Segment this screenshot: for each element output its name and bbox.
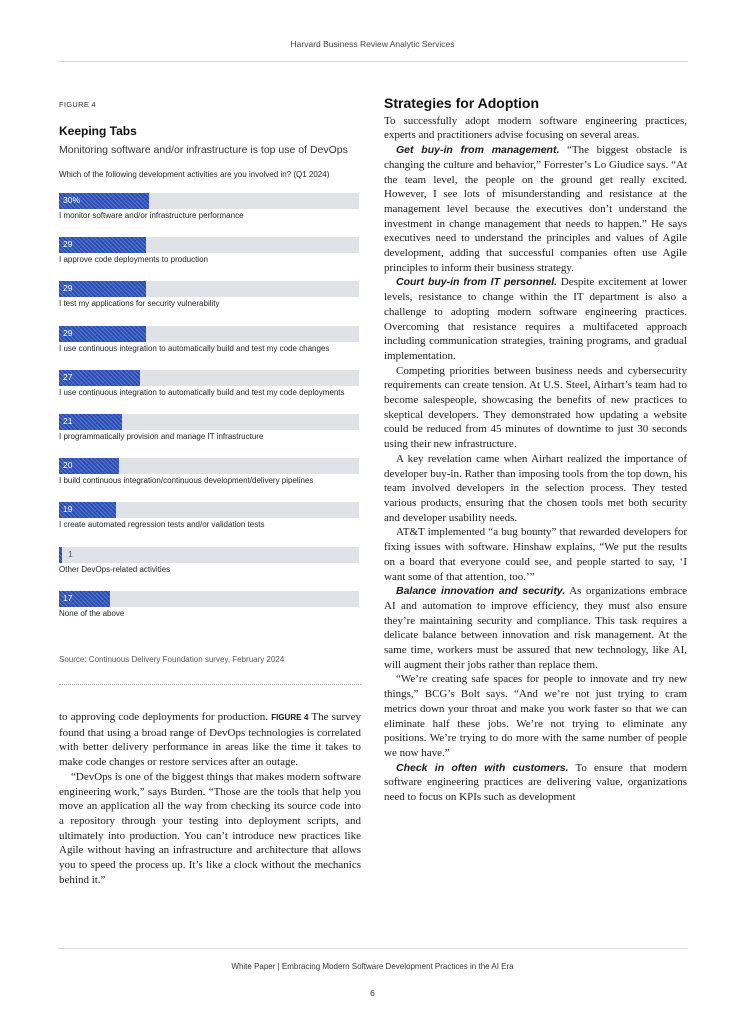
bar-chart <box>59 193 361 623</box>
bar-track <box>59 458 359 474</box>
paragraph <box>59 710 361 770</box>
bar-value-label: 1 <box>68 548 73 559</box>
footer-text: White Paper | Embracing Modern Software Development Practices in the AI Era <box>231 962 514 971</box>
bar-category-label: I build continuous integration/continuous development/delivery pipelines <box>59 476 314 486</box>
bar-value-label: 19 <box>63 504 73 515</box>
bar-track <box>59 281 359 297</box>
bar-row <box>59 193 361 229</box>
paragraph: A key revelation came when Airhart realized the importance of developer buy-in. Rather than imposing tools from the top down, his team involved developers in the selection process. They tested various products, ensuring that the chosen tools met both security and developer usability needs. <box>384 452 687 524</box>
paragraph <box>384 584 687 672</box>
paragraph-text: The survey found that using a broad range of DevOps technologies is correlated with better delivery performance in areas like the time it takes to make code changes or restore services after an outage. <box>59 711 361 769</box>
left-column-text <box>59 710 361 887</box>
paragraph-text: to approving code deployments for production. <box>59 711 269 723</box>
header-rule <box>58 61 688 62</box>
figure-title: Keeping Tabs <box>59 124 137 138</box>
bar-value-label: 29 <box>63 283 73 294</box>
bar-track <box>59 547 359 563</box>
bar-track <box>59 370 359 386</box>
bar-category-label: I monitor software and/or infrastructure performance <box>59 211 244 220</box>
paragraph <box>384 143 687 275</box>
bar-value-label: 30% <box>63 195 81 205</box>
paragraph: Competing priorities between business needs and cybersecurity requirements can create tension. At U.S. Steel, Airhart’s team had to become salespeople, showcasing the benefits of new practices to skeptical developers. They demonstrated how updating a website could be reduced from 45 minutes of downtime to just 30 seconds using their new infrastructure. <box>384 364 687 451</box>
figure-subtitle: Monitoring software and/or infrastructure is top use of DevOps <box>59 144 348 156</box>
lead-in: Court buy-in from IT personnel. <box>396 276 558 289</box>
paragraph <box>384 761 687 805</box>
bar-track <box>59 591 359 607</box>
bar-category-label: Other DevOps-related activities <box>59 564 171 574</box>
bar-track <box>59 193 359 209</box>
lead-in: Balance innovation and security. <box>396 585 566 598</box>
paragraph: AT&T implemented “a bug bounty” that rewarded developers for fixing issues with software. Hinshaw explains, “We put the results on a board that everyone could see, and people started to say, ‘I want some of that attention, too.’” <box>384 526 687 583</box>
bar-track <box>59 414 359 430</box>
bar-value-label: 21 <box>63 416 73 426</box>
bar-row <box>59 370 361 406</box>
bar-category-label: None of the above <box>59 608 125 618</box>
right-column-text <box>384 96 687 805</box>
bar-category-label: I programmatically provision and manage IT infrastructure <box>59 432 264 441</box>
paragraph-text: As organizations embrace AI and automation to improve efficiency, they must also ensure they’re maintaining security and compliance. This task requires a delicate balance between innovation and risk management. At the same time, workers must be assured that new technology, like AI, will augment their jobs rather than replace them. <box>384 585 687 671</box>
bar-row <box>59 591 361 627</box>
bar-row <box>59 281 361 317</box>
publication-header: Harvard Business Review Analytic Services <box>290 39 455 49</box>
bar-value-label: 27 <box>63 371 73 382</box>
lead-in: Check in often with customers. <box>396 761 569 774</box>
bar-value-label: 17 <box>63 592 73 603</box>
figure-label: FIGURE 4 <box>59 100 96 109</box>
bar-row <box>59 502 361 538</box>
bar-category-label: I use continuous integration to automatically build and test my code changes <box>59 343 330 353</box>
figure-4 <box>59 100 361 623</box>
bar-category-label: I use continuous integration to automatically build and test my code deployments <box>59 387 345 397</box>
bar-value-label: 29 <box>63 327 73 338</box>
figure-divider <box>59 684 361 685</box>
bar-category-label: I create automated regression tests and/or validation tests <box>59 520 265 530</box>
section-heading: Strategies for Adoption <box>384 95 540 111</box>
figure-source: Source: Continuous Delivery Foundation survey, February 2024 <box>59 655 285 664</box>
bar-category-label: I approve code deployments to production <box>59 255 208 265</box>
paragraph-text: “The biggest obstacle is changing the culture and behavior,” Forrester’s Lo Giudice says. “At the team level, the people on the ground get really excited. However, I see lots of misunderstanding and resistance at the management level because the executives don’t understand the investment in change management that needs to happen.” He says executives need to understand the principles and values of Agile development, adding that successful companies often use Agile principles to inform their business strategy. <box>384 144 687 274</box>
bar-row <box>59 237 361 273</box>
footer-rule <box>58 948 688 949</box>
paragraph <box>384 275 687 363</box>
page-number: 6 <box>370 988 375 998</box>
bar-track <box>59 237 359 253</box>
bar-category-label: I test my applications for security vulnerability <box>59 299 220 309</box>
paragraph-text: To ensure that modern software engineering practices are delivering value, organizations need to focus on KPIs such as development <box>384 761 687 804</box>
bar-track <box>59 502 359 518</box>
bar-track <box>59 326 359 342</box>
paragraph: “We’re creating safe spaces for people to innovate and try new things,” BCG’s Bolt says. “And we’re not just trying to cram metrics down your throat and make you work faster so that we can eliminate half these jobs. We’re not trying to eliminate any positions. We’re trying to do more with the same number of people we now have.” <box>384 673 687 759</box>
bar-value-label: 20 <box>63 460 73 471</box>
bar-row <box>59 326 361 362</box>
bar <box>59 547 62 563</box>
paragraph: “DevOps is one of the biggest things that makes modern software engineering work,” says Burden. “Those are the tools that help you move an application all the way from checking its source code into a repository through your testing into deployment scripts, and ultimately into production. You can’t introduce new practices like Agile without having an infrastructure and architecture that allows you to speed the process up. It’s like a clock without the mechanics behind it.” <box>59 770 361 886</box>
figure-reference: FIGURE 4 <box>271 713 309 722</box>
figure-question: Which of the following development activities are you involved in? (Q1 2024) <box>59 170 330 179</box>
paragraph: To successfully adopt modern software engineering practices, experts and practitioners advise focusing on several areas. <box>384 114 687 142</box>
bar-row <box>59 458 361 494</box>
bar-value-label: 29 <box>63 239 73 250</box>
bar-row <box>59 547 361 583</box>
paragraph-text: Despite excitement at lower levels, resistance to change within the IT department is also a challenge to adopting modern software engineering practices. Overcoming that resistance requires a multifaceted approach including communication strategies, training programs, and gradual implementation. <box>384 276 688 362</box>
bar-row <box>59 414 361 450</box>
lead-in: Get buy-in from management. <box>396 144 560 157</box>
